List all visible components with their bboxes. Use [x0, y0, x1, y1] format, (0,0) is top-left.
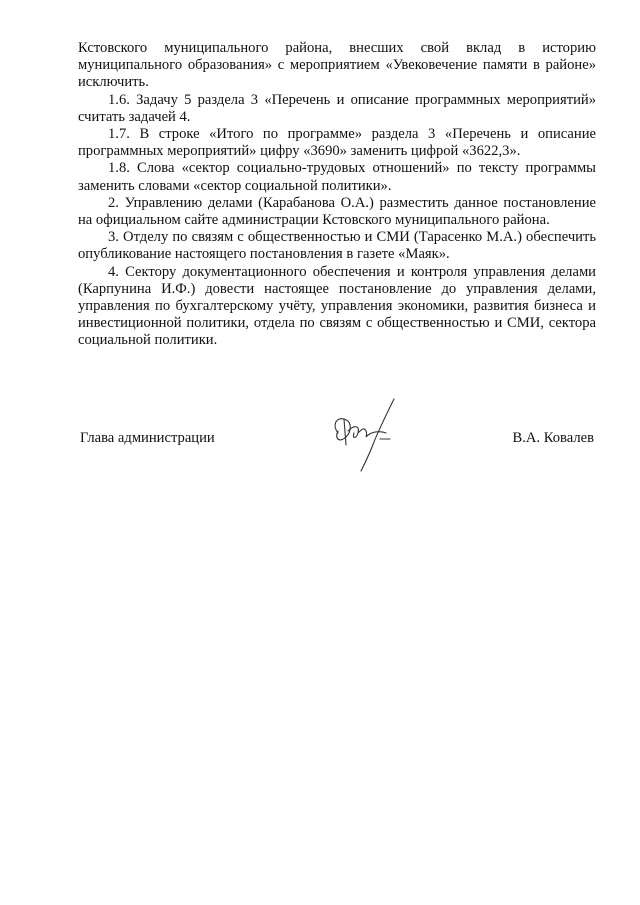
handwritten-signature: [328, 395, 398, 475]
paragraph-1-7: 1.7. В строке «Итого по программе» раздела 3 «Перечень и описание программных мероприятий» цифру «3690» заменить цифрой «3622,3».: [78, 126, 596, 160]
paragraph-2: 2. Управлению делами (Карабанова О.А.) разместить данное постановление на официальном сайте администрации Кстовского муниципального района.: [78, 194, 596, 229]
signer-name: В.А. Ковалев: [512, 430, 594, 446]
position-title: Глава администрации: [80, 430, 215, 446]
paragraph-1-6: 1.6. Задачу 5 раздела 3 «Перечень и описание программных мероприятий» считать задачей 4.: [78, 91, 596, 125]
paragraph-3: 3. Отделу по связям с общественностью и СМИ (Тарасенко М.А.) обеспечить опубликование настоящего постановления в газете «Маяк».: [78, 229, 596, 263]
paragraph-continuation: Кстовского муниципального района, внесших свой вклад в историю муниципального образования» с мероприятием «Увековечение памяти в районе» исключить.: [78, 40, 596, 91]
document-body: [78, 40, 596, 350]
paragraph-1-8: 1.8. Слова «сектор социально-трудовых отношений» по тексту программы заменить словами «сектор социальной политики».: [78, 160, 596, 194]
paragraph-4: 4. Сектору документационного обеспечения и контроля управления делами (Карпунина И.Ф.) довести настоящее постановление до управления делами, управления по бухгалтерскому учёту, управления экономики, развития бизнеса и инвестиционной политики, отдела по связям с общественностью и СМИ, сектора социальной политики.: [78, 263, 596, 349]
